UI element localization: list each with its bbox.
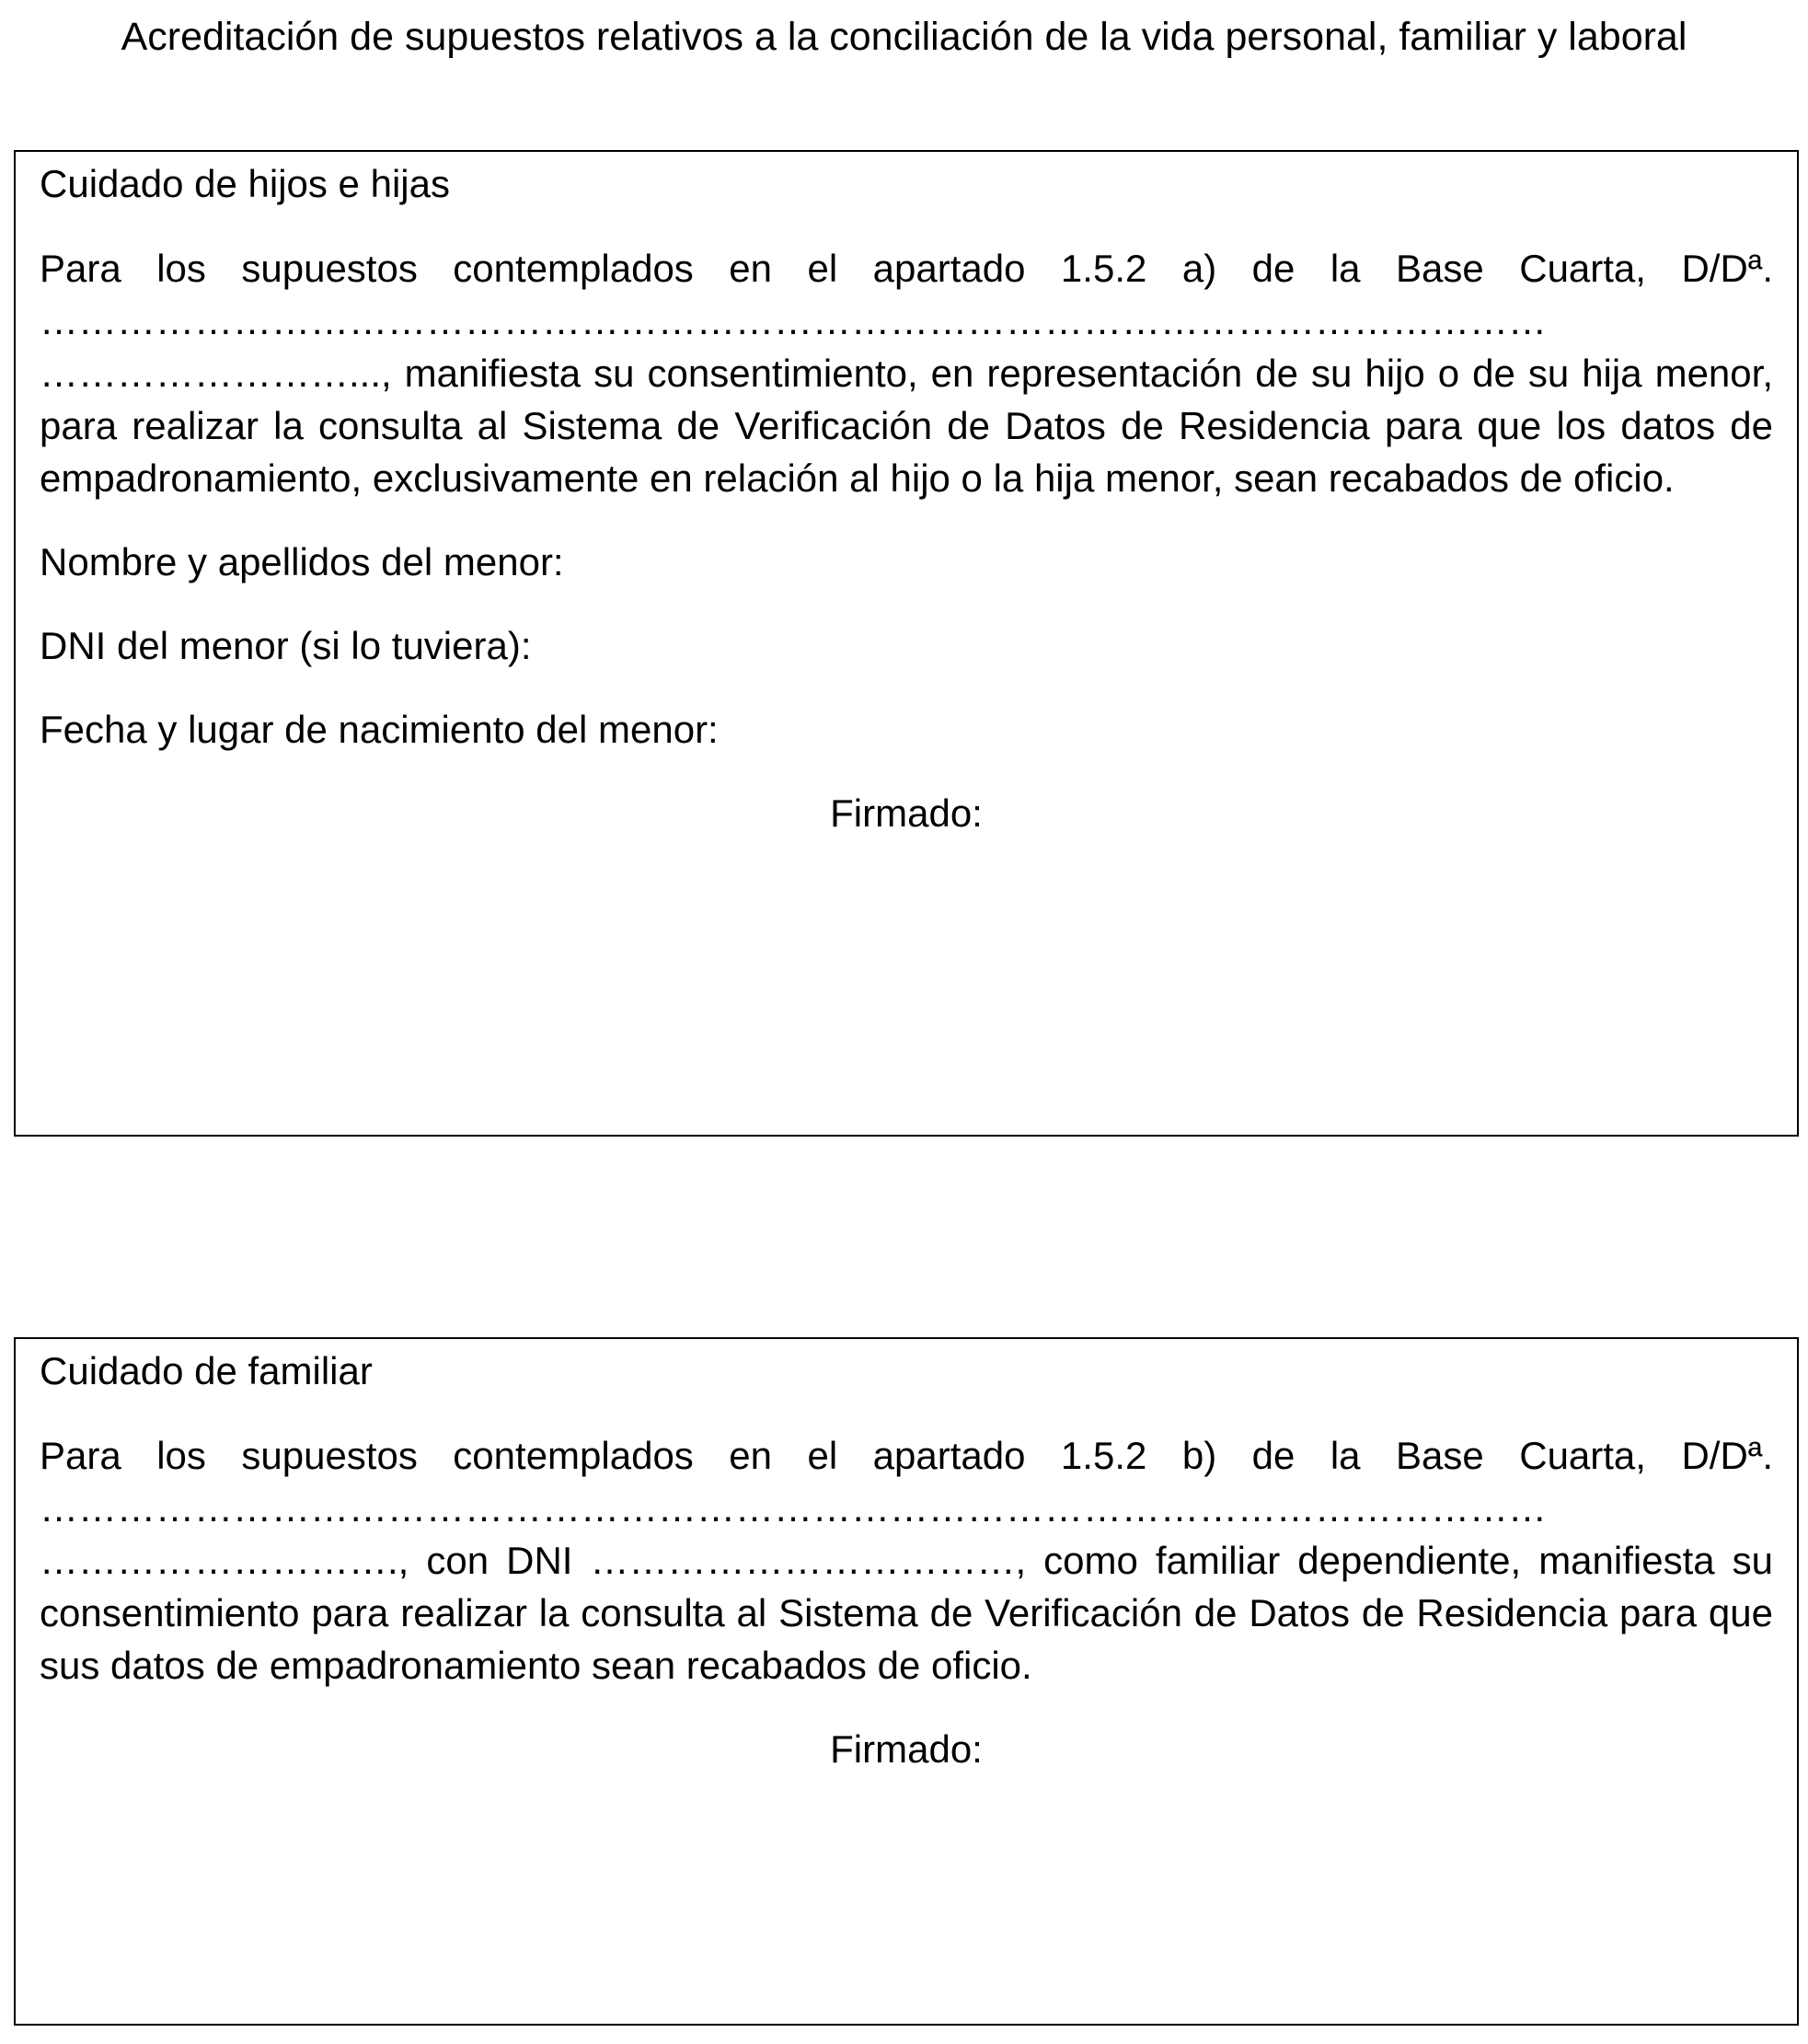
page-title: Acreditación de supuestos relativos a la conciliación de la vida personal, familiar y laboral — [121, 15, 1687, 59]
minor-birth-field-label: Fecha y lugar de nacimiento del menor: — [40, 708, 719, 751]
family-care-signed-label: Firmado: — [830, 1727, 983, 1771]
minor-name-field-label: Nombre y apellidos del menor: — [40, 540, 564, 583]
family-care-consent-paragraph: Para los supuestos contemplados en el apartado 1.5.2 b) de la Base Cuarta, D/Dª. ……………………………………………………………………………………………………… ………………………., con DNI ……………………………, como familiar dependiente, manifiesta su consentimiento para realizar la consulta al Sistema de Verificación de Datos de Residencia para que sus datos de empadronamiento sean recabados de oficio. — [40, 1434, 1773, 1687]
family-care-heading: Cuidado de familiar — [40, 1349, 373, 1392]
childcare-signed-label: Firmado: — [830, 791, 983, 835]
childcare-consent-paragraph: Para los supuestos contemplados en el apartado 1.5.2 a) de la Base Cuarta, D/Dª. ……………………………………………………………………………………………………… ……………………..., manifiesta su consentimiento, en representación de su hijo o de su hija menor, para realizar la consulta al Sistema de Verificación de Datos de Residencia para que los datos de empadronamiento, exclusivamente en relación al hijo o la hija menor, sean recabados de oficio. — [40, 247, 1773, 500]
childcare-heading: Cuidado de hijos e hijas — [40, 162, 450, 205]
family-care-section — [14, 1337, 1799, 2026]
minor-dni-field-label: DNI del menor (si lo tuviera): — [40, 624, 532, 667]
childcare-section — [14, 150, 1799, 1137]
